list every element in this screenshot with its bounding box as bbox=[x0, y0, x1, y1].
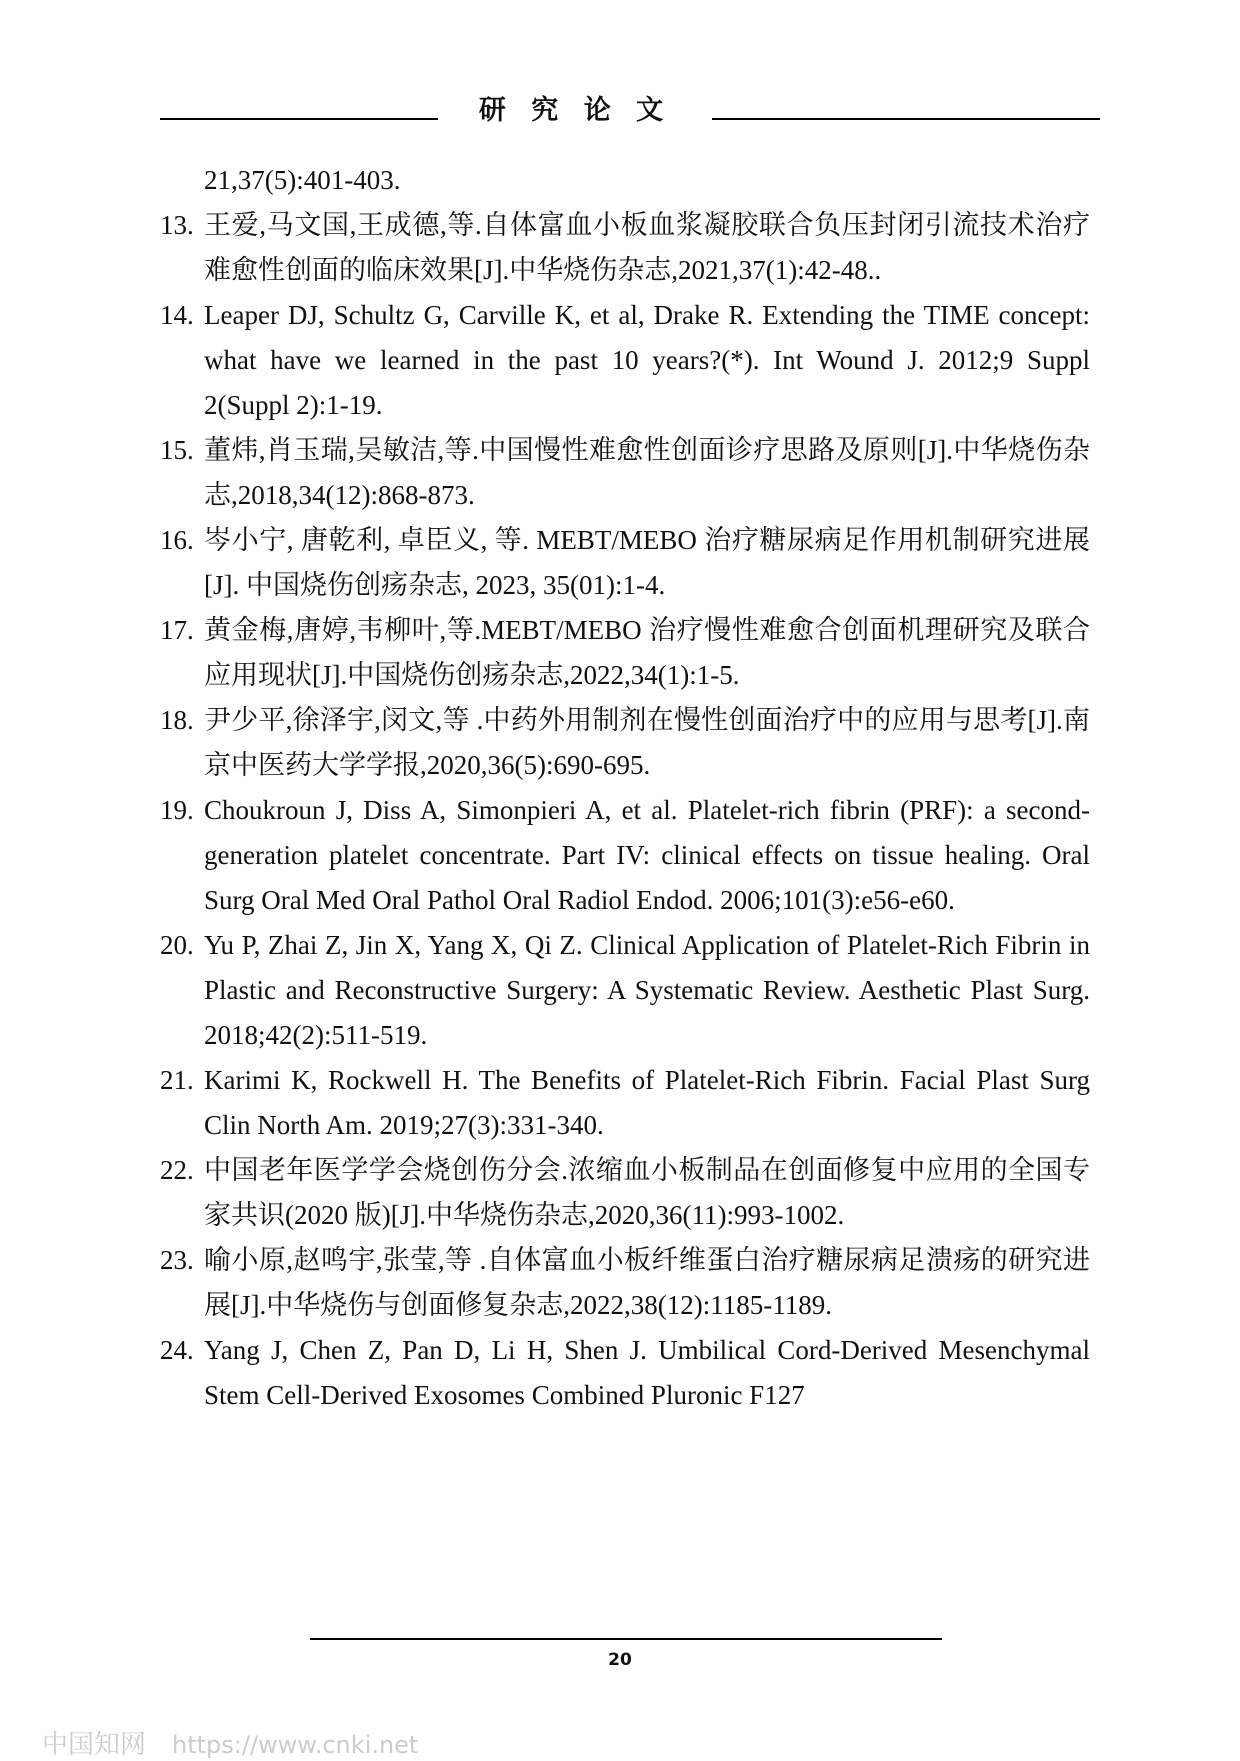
page-header bbox=[160, 88, 1100, 124]
reference-text: 王爱,马文国,王成德,等.自体富血小板血浆凝胶联合负压封闭引流技术治疗难愈性创面的临床效果[J].中华烧伤杂志,2021,37(1):42-48.. bbox=[204, 210, 1090, 285]
header-rule-left bbox=[160, 118, 438, 120]
reference-item-15 bbox=[160, 428, 1090, 518]
watermark bbox=[42, 1724, 418, 1761]
header-rule-right bbox=[712, 118, 1100, 120]
reference-item-24 bbox=[160, 1328, 1090, 1418]
reference-item-21 bbox=[160, 1058, 1090, 1148]
reference-text: 中国老年医学学会烧创伤分会.浓缩血小板制品在创面修复中应用的全国专家共识(2020 版)[J].中华烧伤杂志,2020,36(11):993-1002. bbox=[204, 1155, 1090, 1230]
reference-text: 岑小宁, 唐乾利, 卓臣义, 等. MEBT/MEBO 治疗糖尿病足作用机制研究进展[J]. 中国烧伤创疡杂志, 2023, 35(01):1-4. bbox=[204, 525, 1090, 600]
reference-number: 16. bbox=[160, 525, 194, 555]
reference-text: Yang J, Chen Z, Pan D, Li H, Shen J. Umbilical Cord-Derived Mesenchymal Stem Cell-Derived Exosomes Combined Pluronic F127 bbox=[204, 1335, 1090, 1410]
reference-text: Choukroun J, Diss A, Simonpieri A, et al. Platelet-rich fibrin (PRF): a second-generation platelet concentrate. Part IV: clinical effects on tissue healing. Oral Surg Oral Med Oral Pathol Oral Radiol Endod. 2006;101(3):e56-e60. bbox=[204, 795, 1090, 915]
reference-text: Yu P, Zhai Z, Jin X, Yang X, Qi Z. Clinical Application of Platelet-Rich Fibrin in Plastic and Reconstructive Surgery: A Systematic Review. Aesthetic Plast Surg. 2018;42(2):511-519. bbox=[204, 930, 1090, 1050]
reference-text: 喻小原,赵鸣宇,张莹,等 .自体富血小板纤维蛋白治疗糖尿病足溃疡的研究进展[J].中华烧伤与创面修复杂志,2022,38(12):1185-1189. bbox=[204, 1245, 1090, 1320]
reference-item-22 bbox=[160, 1148, 1090, 1238]
section-title: 研 究 论 文 bbox=[478, 95, 672, 126]
reference-text: 黄金梅,唐婷,韦柳叶,等.MEBT/MEBO 治疗慢性难愈合创面机理研究及联合应用现状[J].中国烧伤创疡杂志,2022,34(1):1-5. bbox=[204, 615, 1090, 690]
reference-number: 15. bbox=[160, 435, 194, 465]
footer-rule bbox=[310, 1638, 942, 1640]
reference-number: 19. bbox=[160, 795, 194, 825]
reference-number: 13. bbox=[160, 210, 194, 240]
watermark-url: https://www.cnki.net bbox=[172, 1731, 419, 1759]
reference-item-16 bbox=[160, 518, 1090, 608]
reference-number: 20. bbox=[160, 930, 194, 960]
reference-number: 21. bbox=[160, 1065, 194, 1095]
reference-number: 22. bbox=[160, 1155, 194, 1185]
reference-number: 18. bbox=[160, 705, 194, 735]
watermark-brand: 中国知网 bbox=[42, 1730, 147, 1760]
reference-text: Leaper DJ, Schultz G, Carville K, et al, Drake R. Extending the TIME concept: what have we learned in the past 10 years?(*). Int Wound J. 2012;9 Suppl 2(Suppl 2):1-19. bbox=[204, 300, 1090, 420]
reference-number: 14. bbox=[160, 300, 194, 330]
reference-item-23 bbox=[160, 1238, 1090, 1328]
reference-item-19 bbox=[160, 788, 1090, 923]
reference-text: 尹少平,徐泽宇,闵文,等 .中药外用制剂在慢性创面治疗中的应用与思考[J].南京中医药大学学报,2020,36(5):690-695. bbox=[204, 705, 1090, 780]
reference-text: Karimi K, Rockwell H. The Benefits of Platelet-Rich Fibrin. Facial Plast Surg Clin North Am. 2019;27(3):331-340. bbox=[204, 1065, 1090, 1140]
reference-item-13 bbox=[160, 203, 1090, 293]
reference-number: 17. bbox=[160, 615, 194, 645]
reference-item-20 bbox=[160, 923, 1090, 1058]
reference-number: 23. bbox=[160, 1245, 194, 1275]
reference-item-18 bbox=[160, 698, 1090, 788]
reference-continuation bbox=[160, 158, 1090, 203]
reference-number: 24. bbox=[160, 1335, 194, 1365]
reference-text: 董炜,肖玉瑞,吴敏洁,等.中国慢性难愈性创面诊疗思路及原则[J].中华烧伤杂志,2018,34(12):868-873. bbox=[204, 435, 1090, 510]
reference-item-14 bbox=[160, 293, 1090, 428]
reference-continuation-text: 21,37(5):401-403. bbox=[204, 165, 401, 195]
page-number: 20 bbox=[608, 1650, 632, 1670]
reference-list bbox=[160, 158, 1090, 1418]
reference-item-17 bbox=[160, 608, 1090, 698]
